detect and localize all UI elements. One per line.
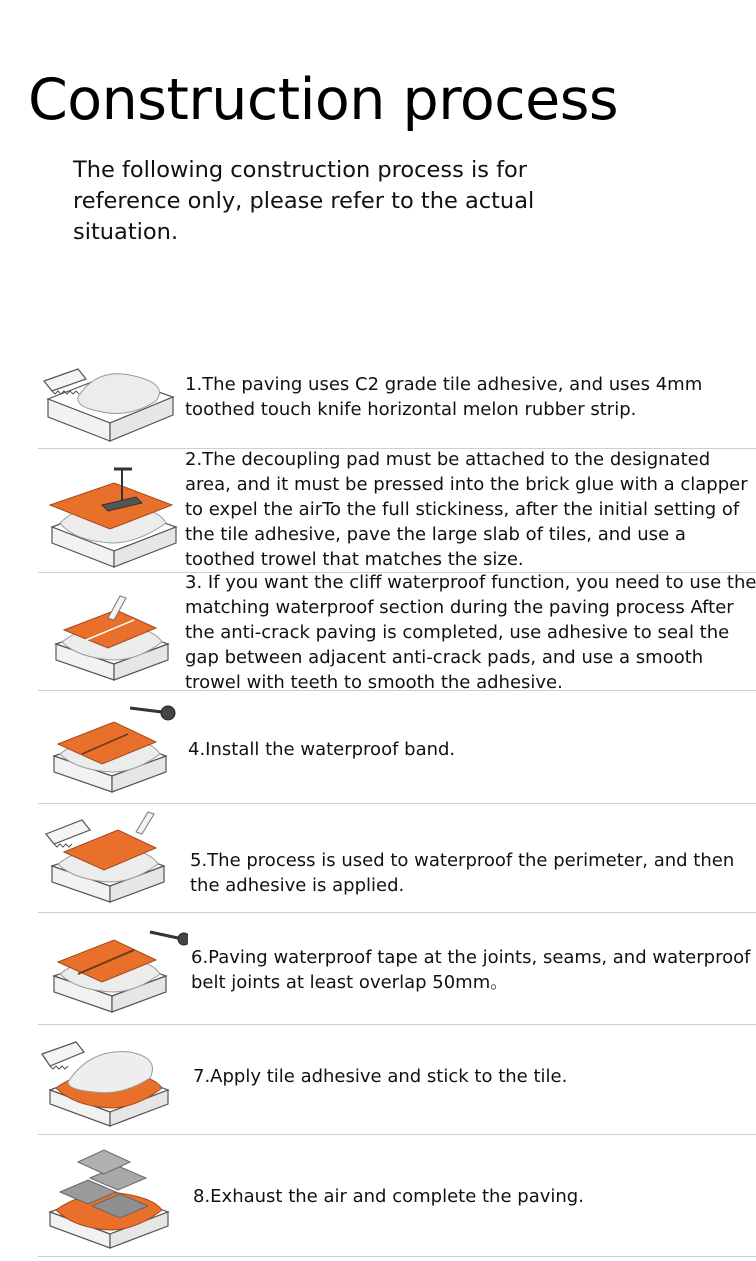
step-8-text: 8.Exhaust the air and complete the paving. — [193, 1186, 584, 1207]
step-7-text: 7.Apply tile adhesive and stick to the tile. — [193, 1066, 568, 1087]
divider — [38, 912, 756, 913]
intro-text: The following construction process is for reference only, please refer to the actual situation. — [73, 157, 535, 245]
step-1-text: 1.The paving uses C2 grade tile adhesive, and uses 4mm toothed touch knife horizontal melon rubber strip. — [185, 374, 703, 420]
divider — [38, 1024, 756, 1025]
divider — [38, 1134, 756, 1135]
perimeter-adhesive-icon — [38, 808, 183, 908]
joint-tape-roller-icon — [38, 920, 188, 1020]
divider — [38, 1256, 756, 1257]
step-2-text: 2.The decoupling pad must be attached to the designated area, and it must be pressed into the brick glue with a clapper to expel the airTo the full stickiness, after the initial setting of the tile adhesive, pave the large slab of tiles, and use a toothed trowel that matches the size. — [185, 449, 748, 570]
tile-laying-icon — [38, 1144, 183, 1254]
pressing-pad-icon — [38, 465, 183, 573]
divider — [38, 803, 756, 804]
tile-adhesive-trowel-icon — [38, 1038, 183, 1130]
step-4-text: 4.Install the waterproof band. — [188, 739, 456, 760]
sealing-gap-icon — [38, 588, 183, 688]
page-title: Construction process — [28, 67, 619, 133]
step-5-text: 5.The process is used to waterproof the perimeter, and then the adhesive is applied. — [190, 850, 735, 896]
waterproof-band-roller-icon — [38, 698, 183, 800]
step-6-text: 6.Paving waterproof tape at the joints, seams, and waterproof belt joints at least overlap 50mm。 — [191, 947, 751, 993]
step-3-text: 3. If you want the cliff waterproof function, you need to use the matching waterproof section during the paving process After the anti-crack paving is completed, use adhesive to seal the gap between adjacent anti-crack pads, and use a smooth trowel with teeth to smooth the adhesive. — [185, 572, 756, 693]
toothed-trowel-adhesive-icon — [38, 357, 178, 445]
